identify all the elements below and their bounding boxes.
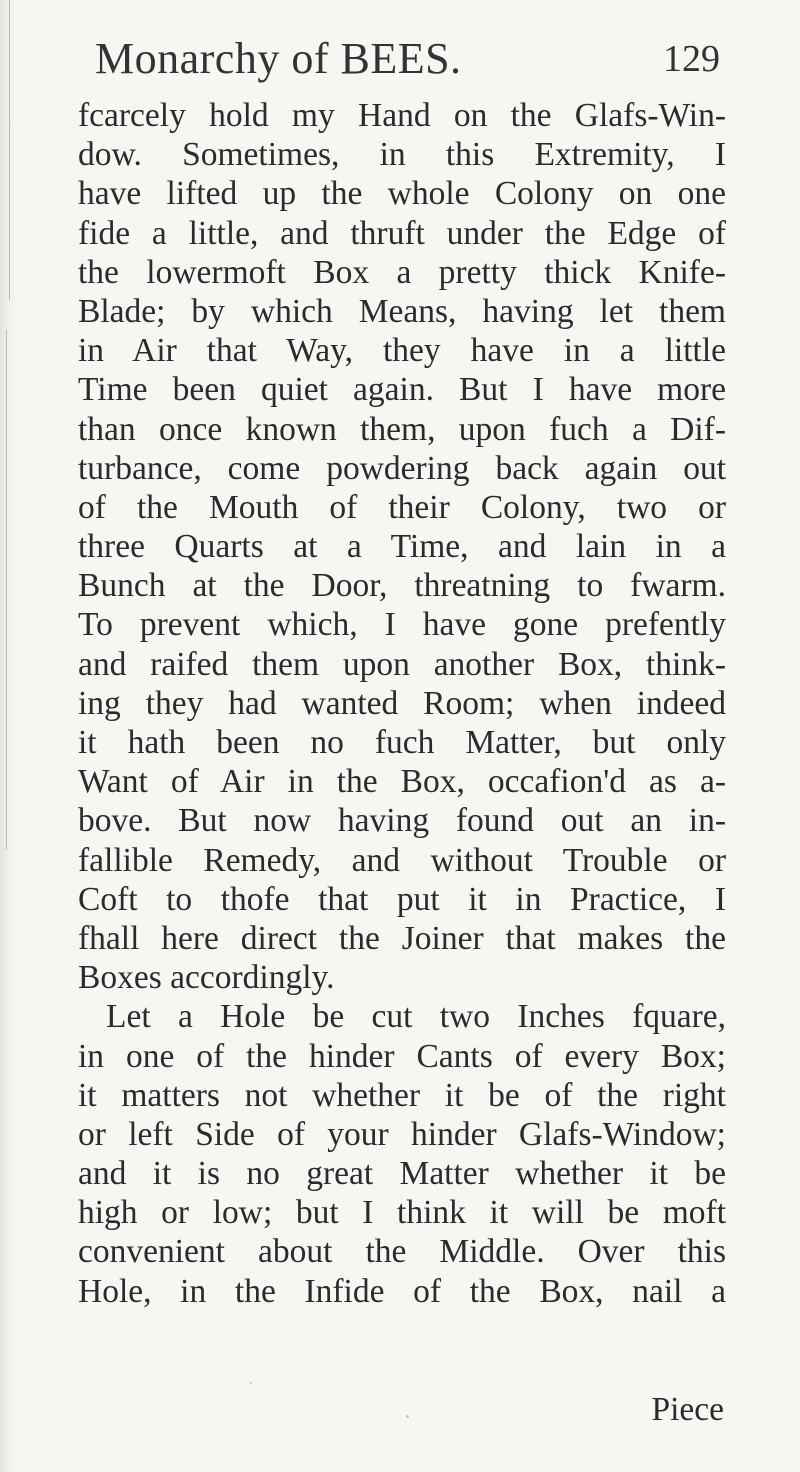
text-line: it hath been no fuch Matter, but only xyxy=(78,724,726,761)
text-line: of the Mouth of their Colony, two or xyxy=(78,488,726,526)
text-line: and it is no great Matter whether it be xyxy=(78,1155,726,1193)
gutter-line xyxy=(9,0,10,300)
gutter-line xyxy=(6,330,7,850)
text-line: in one of the hinder Cants of every Box; xyxy=(78,1037,726,1075)
text-line: Bunch at the Door, threatning to fwarm. xyxy=(78,567,726,605)
text-line: dow. Sometimes, in this Extremity, I xyxy=(78,136,726,174)
paper-speck xyxy=(250,1382,252,1384)
text-line: Boxes accordingly. xyxy=(78,959,335,997)
running-header xyxy=(95,28,720,90)
text-line: Blade; by which Means, having let them xyxy=(78,292,726,330)
text-line: have lifted up the whole Colony on one xyxy=(78,175,726,213)
text-line: bove. But now having found out an in- xyxy=(78,802,726,840)
paper-speck xyxy=(406,1415,409,1418)
text-line: high or low; but I think it will be moft xyxy=(78,1194,726,1232)
body-text xyxy=(78,96,726,1311)
text-line: Let a Hole be cut two Inches fquare, xyxy=(106,998,726,1036)
text-line: convenient about the Middle. Over this xyxy=(78,1233,726,1271)
text-line: three Quarts at a Time, and lain in a xyxy=(78,528,726,566)
text-line: Coft to thofe that put it in Practice, I xyxy=(78,880,726,918)
catchword: Piece xyxy=(651,1391,724,1428)
text-line: fide a little, and thruft under the Edge of xyxy=(78,214,726,252)
text-line: ing they had wanted Room; when indeed xyxy=(78,684,726,722)
text-line: fallible Remedy, and without Trouble or xyxy=(78,841,726,879)
text-line: than once known them, upon fuch a Dif- xyxy=(78,410,726,448)
text-line: Hole, in the Infide of the Box, nail a xyxy=(78,1272,726,1310)
text-line: in Air that Way, they have in a little xyxy=(78,332,726,370)
text-line: or left Side of your hinder Glafs-Window; xyxy=(78,1115,726,1153)
text-line: To prevent which, I have gone prefently xyxy=(78,606,726,644)
text-line: fhall here direct the Joiner that makes the xyxy=(78,919,726,957)
text-line: Time been quiet again. But I have more xyxy=(78,371,726,409)
text-line: fcarcely hold my Hand on the Glafs-Win- xyxy=(78,97,726,134)
text-line: it matters not whether it be of the right xyxy=(78,1076,726,1114)
page-number: 129 xyxy=(663,38,720,80)
text-line: turbance, come powdering back again out xyxy=(78,449,726,487)
running-title: Monarchy of BEES. xyxy=(95,34,462,83)
text-line: Want of Air in the Box, occafion'd as a- xyxy=(78,763,726,801)
text-line: and raifed them upon another Box, think- xyxy=(78,645,726,683)
text-line: the lowermoft Box a pretty thick Knife- xyxy=(78,253,726,291)
